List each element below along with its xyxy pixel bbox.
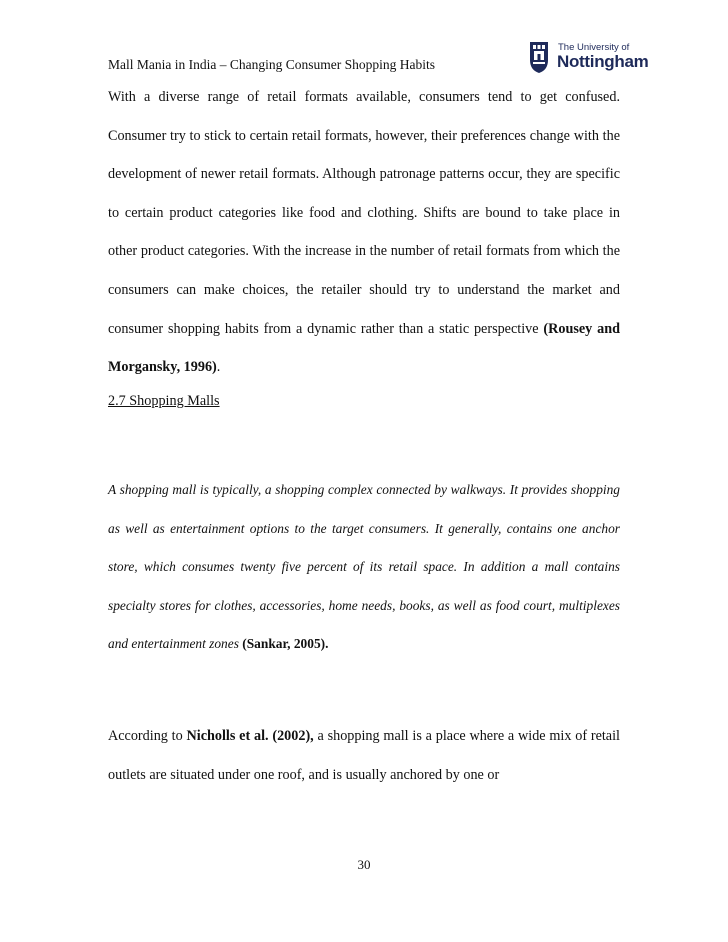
running-header-title: Mall Mania in India – Changing Consumer Shopping Habits [108,57,435,72]
page-number: 30 [357,857,371,872]
paragraph-3-before: According to [108,728,187,744]
paragraph-1-text: With a diverse range of retail formats available, consumers tend to get confused. Consumer try to stick to certain retail formats, however, their preferences change with the development of newer retail formats. Although patronage patterns occur, they are specific to certain product categories like food and clothing. Shifts are bound to take place in other product categories. With the increase in the number of retail formats from which the consumers can make choices, the retailer should try to understand the market and consumer shopping habits from a dynamic rather than a static perspective [108,89,620,337]
citation-nicholls: Nicholls et al. (2002), [186,728,314,744]
citation-sankar: (Sankar, 2005). [242,636,329,652]
citation-rousey-morgansky: (Rousey and Morgansky, 1996) [108,320,620,376]
castle-crest-icon [528,40,550,74]
paragraph-retail-formats [108,78,620,387]
paragraph-2-text: A shopping mall is typically, a shopping complex connected by walkways. It provides shopping as well as entertainment options to the target consumers. It generally, contains one anchor store, which consumes twenty five percent of its retail space. In addition a mall contains specialty stores for clothes, accessories, home needs, books, as well as food court, multiplexes and entertainment zones [108,482,620,652]
section-heading: 2.7 Shopping Malls [108,393,220,409]
paragraph-shopping-mall-definition [108,471,620,664]
paragraph-nicholls [108,717,620,794]
logo-line-2: Nottingham [557,52,649,71]
university-logo [528,38,728,78]
paragraph-3-text: a shopping mall is a place where a wide mix of retail outlets are situated under one roof, and is usually anchored by one or [108,728,620,783]
logo-line-1: The University of [558,42,630,53]
paragraph-1-end: . [216,359,221,376]
